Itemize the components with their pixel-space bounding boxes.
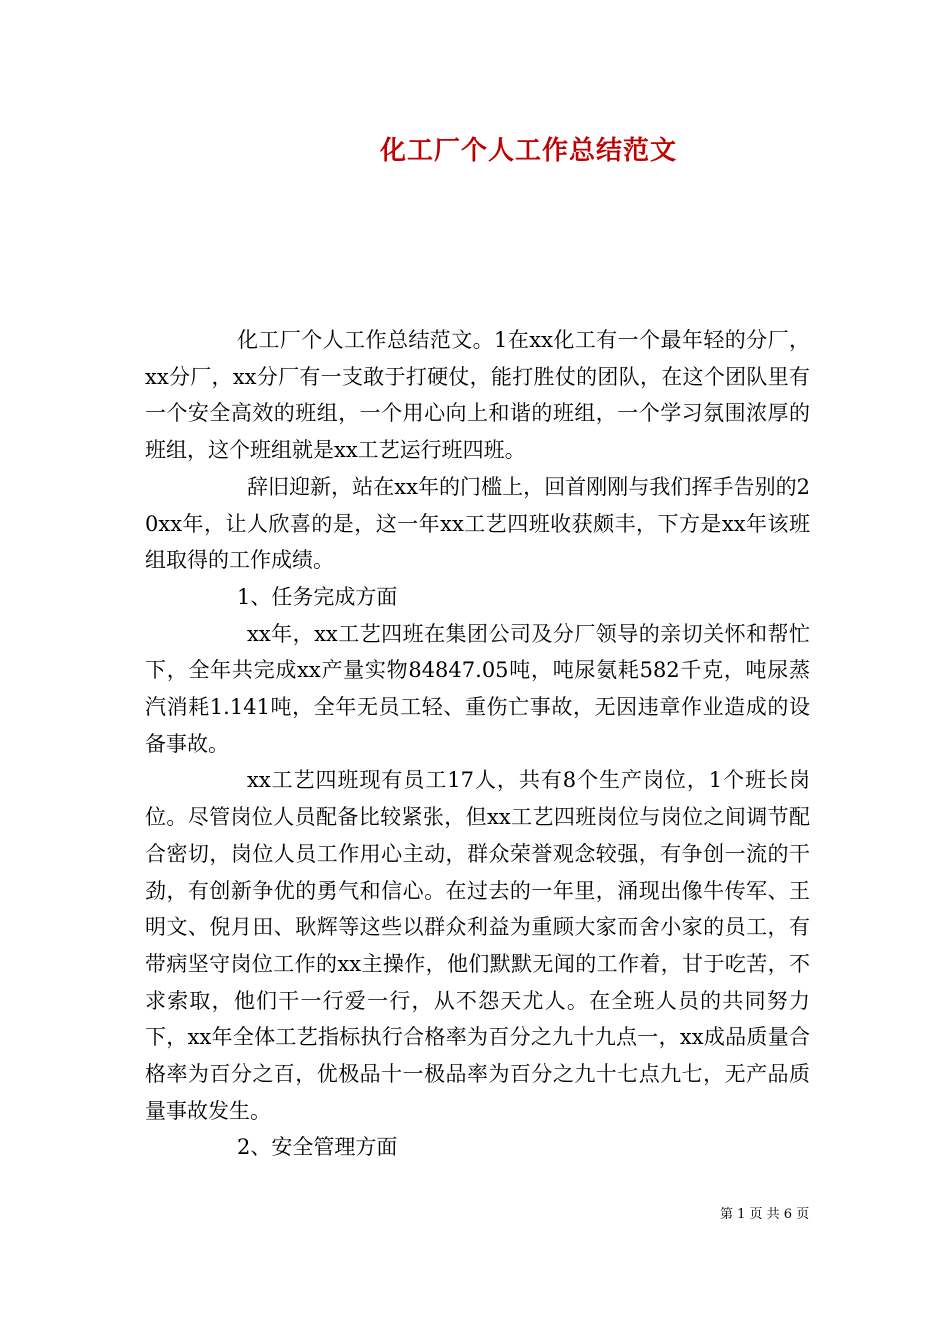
page-number: 第 1 页 共 6 页 [720,1207,810,1222]
paragraph: xx工艺四班现有员工17人，共有8个生产岗位，1个班长岗位。尽管岗位人员配备比较紧张，但xx工艺四班岗位与岗位之间调节配合密切，岗位人员工作用心主动，群众荣誉观念较强，有争创一流的干劲，有创新争优的勇气和信心。在过去的一年里，涌现出像牛传军、王明文、倪月田、耿辉等这些以群众利益为重顾大家而舍小家的员工，有带病坚守岗位工作的xx主操作，他们默默无闻的工作着，甘于吃苦，不求索取，他们干一行爱一行，从不怨天尤人。在全班人员的共同努力下，xx年全体工艺指标执行合格率为百分之九十九点一，xx成品质量合格率为百分之百，优极品十一极品率为百分之九十七点九七，无产品质量事故发生。 [145,768,810,1123]
document-title: 化工厂个人工作总结范文 [380,136,678,166]
section-heading: 1、任务完成方面 [237,584,398,609]
paragraph: 化工厂个人工作总结范文。1在xx化工有一个最年轻的分厂，xx分厂，xx分厂有一支敢于打硬仗，能打胜仗的团队，在这个团队里有一个安全高效的班组，一个用心向上和谐的班组，一个学习氛围浓厚的班组，这个班组就是xx工艺运行班四班。 [145,328,810,463]
section-heading: 2、安全管理方面 [237,1135,398,1160]
paragraph: 辞旧迎新，站在xx年的门槛上，回首刚刚与我们挥手告别的20xx年，让人欣喜的是，这一年xx工艺四班收获颇丰，下方是xx年该班组取得的工作成绩。 [145,474,810,573]
paragraph: xx年，xx工艺四班在集团公司及分厂领导的亲切关怀和帮忙下，全年共完成xx产量实物84847.05吨，吨尿氨耗582千克，吨尿蒸汽消耗1.141吨，全年无员工轻、重伤亡事故，无因违章作业造成的设备事故。 [145,621,810,756]
document-body [145,322,810,1166]
